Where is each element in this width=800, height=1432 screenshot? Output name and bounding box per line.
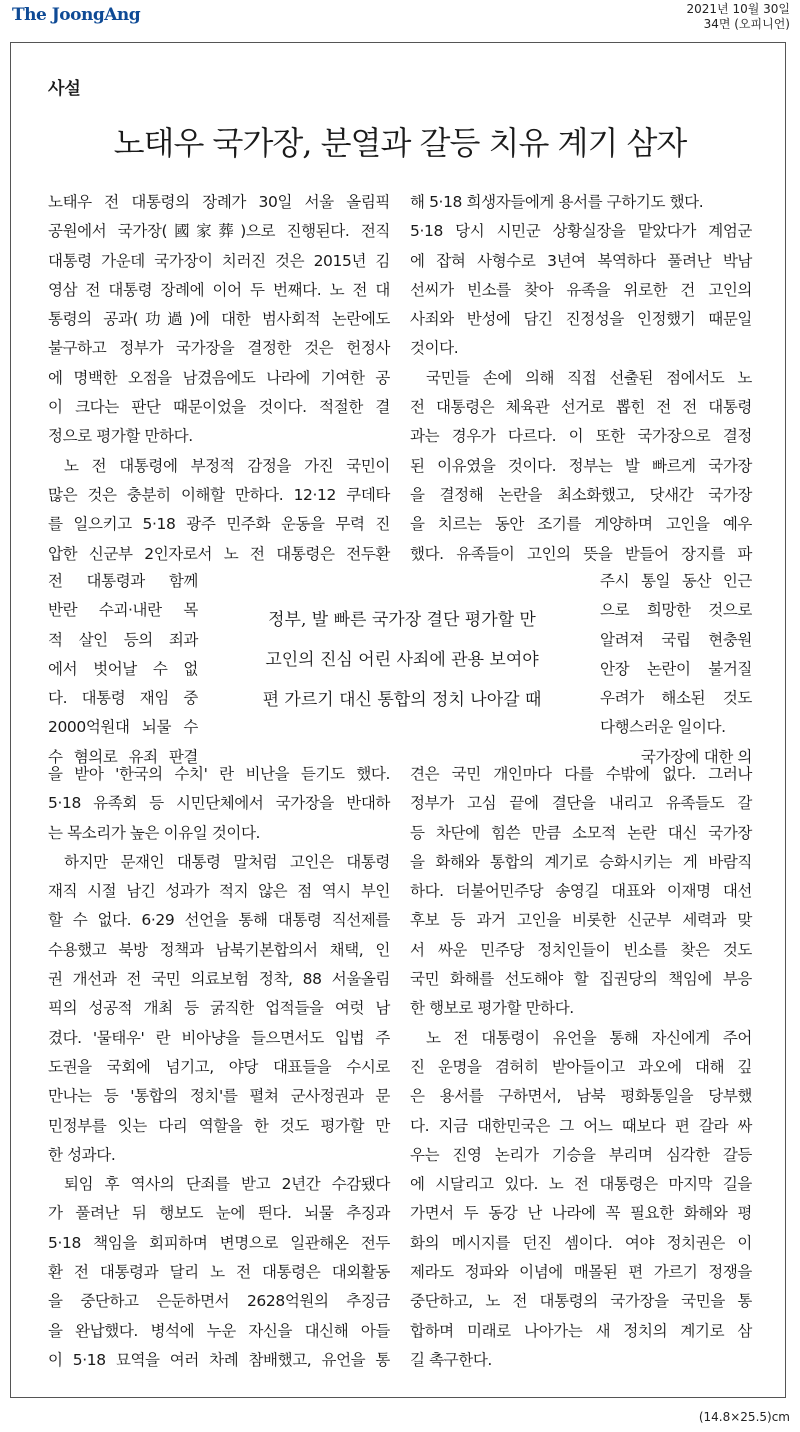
- text-line: 가면서 두 동강 난 나라에 꼭 필요한 화해와 평: [410, 1204, 752, 1223]
- text-line: 서 싸운 민주당 정치인들이 빈소를 찾은 것도: [410, 940, 752, 959]
- pull-quote-line: 고인의 진심 어린 사죄에 관용 보여야: [265, 650, 539, 670]
- text-line: 을 받아 '한국의 수치' 란 비난을 듣기도 했다.: [48, 765, 390, 783]
- text-line: 노 전 대통령에 부정적 감정을 가진 국민이: [64, 456, 390, 475]
- text-line: 민정부를 잇는 다리 역할을 한 것도 평가할 만: [48, 1116, 390, 1135]
- text-line: 정으로 평가할 만하다.: [48, 427, 193, 446]
- text-line: 5·18 당시 시민군 상황실장을 맡았다가 계엄군: [410, 222, 752, 241]
- text-line: 알려져 국립 현충원: [600, 630, 752, 649]
- text-line: 반란 수괴·내란 목: [48, 601, 198, 620]
- text-line: 노태우 전 대통령의 장례가 30일 서울 올림픽: [48, 193, 390, 211]
- text-line: 으로 희망한 것으로: [600, 601, 752, 620]
- pull-quote-line: 편 가르기 대신 통합의 정치 나아갈 때: [262, 690, 542, 710]
- text-line: 주시 통일 동산 인근: [600, 572, 752, 590]
- body-column-right-bottom: [410, 760, 752, 1375]
- text-line: 정부가 고심 끝에 결단을 내리고 유족들도 갈: [410, 794, 752, 813]
- text-line: 우는 진영 논리가 기승을 부리며 심각한 갈등: [410, 1145, 752, 1164]
- headline: 노태우 국가장, 분열과 갈등 치유 계기 삼자: [113, 124, 687, 162]
- text-line: 이 5·18 묘역을 여러 차례 참배했고, 유언을 통: [48, 1350, 390, 1369]
- text-line: 만나는 등 '통합의 정치'를 펼쳐 군사정권과 문: [48, 1087, 390, 1106]
- text-line: 전 대통령은 체육관 선거로 뽑힌 전 전 대통령: [410, 398, 752, 417]
- newspaper-logo: The JoongAng: [12, 5, 141, 25]
- text-line: 가 풀려난 뒤 행보도 눈에 띈다. 뇌물 추징과: [48, 1204, 390, 1223]
- text-line: 에 명백한 오점을 남겼음에도 나라에 기여한 공: [48, 368, 390, 387]
- text-line: 에 시달리고 있다. 노 전 대통령은 마지막 길을: [410, 1175, 752, 1194]
- text-line: 를 일으키고 5·18 광주 민주화 운동을 무력 진: [48, 515, 390, 534]
- text-line: 국민들 손에 의해 직접 선출된 점에서도 노: [426, 368, 752, 387]
- text-line: 공원에서 국가장(國家葬)으로 진행된다. 전직: [48, 222, 390, 241]
- text-line: 겼다. '물태우' 란 비아냥을 들으면서도 입법 주: [48, 1028, 390, 1047]
- text-line: 된 이유였을 것이다. 정부는 발 빠르게 국가장: [410, 456, 752, 475]
- text-line: 다. 대통령 재임 중: [48, 689, 198, 708]
- text-line: 2000억원대 뇌물 수: [48, 718, 198, 737]
- text-line: 다. 지금 대한민국은 그 어느 때보다 편 갈라 싸: [410, 1116, 752, 1135]
- text-line: 을 중단하고 은둔하면서 2628억원의 추징금: [48, 1292, 390, 1311]
- text-line: 노 전 대통령이 유언을 통해 자신에게 주어: [426, 1028, 752, 1047]
- text-line: 길 촉구한다.: [410, 1350, 492, 1369]
- text-line: 했다. 유족들이 고인의 뜻을 받들어 장지를 파: [410, 544, 752, 563]
- text-line: 을 화해와 통합의 계기로 승화시키는 게 바람직: [410, 852, 752, 871]
- text-line: 을 치르는 동안 조기를 게양하며 고인을 예우: [410, 515, 752, 534]
- text-line: 픽의 성공적 개최 등 굵직한 업적들을 여럿 남: [48, 999, 390, 1018]
- body-column-left-narrow: [48, 567, 198, 772]
- text-line: 불구하고 정부가 국가장을 결정한 것은 헌정사: [48, 339, 390, 358]
- article-size-note: (14.8×25.5)cm: [698, 1410, 790, 1424]
- pull-quote-line: 정부, 발 빠른 국가장 결단 평가할 만: [268, 610, 536, 630]
- text-line: 한 성과다.: [48, 1145, 116, 1164]
- text-line: 사죄와 반성에 담긴 진정성을 인정했기 때문일: [410, 310, 752, 329]
- body-column-left-top: [48, 188, 390, 569]
- text-line: 권 개선과 전 국민 의료보험 정착, 88 서울올림: [48, 970, 390, 989]
- text-line: 중단하고, 노 전 대통령의 국가장을 국민을 통: [410, 1292, 752, 1311]
- text-line: 5·18 책임을 회피하며 변명으로 일관해온 전두: [48, 1233, 390, 1252]
- text-line: 는 목소리가 높은 이유일 것이다.: [48, 823, 261, 842]
- text-line: 이 크다는 판단 때문이었을 것이다. 적절한 결: [48, 398, 390, 417]
- text-line: 퇴임 후 역사의 단죄를 받고 2년간 수감됐다: [64, 1175, 390, 1194]
- text-line: 하다. 더불어민주당 송영길 대표와 이재명 대선: [410, 882, 752, 901]
- text-line: 합하며 미래로 나아가는 새 정치의 계기로 삼: [410, 1321, 752, 1340]
- text-line: 을 완납했다. 병석에 누운 자신을 대신해 아들: [48, 1321, 390, 1340]
- text-line: 제라도 정파와 이념에 매몰된 편 가르기 정쟁을: [410, 1263, 752, 1282]
- text-line: 하지만 문재인 대통령 말처럼 고인은 대통령: [64, 852, 390, 871]
- publication-meta: [687, 2, 790, 32]
- text-line: 전 대통령과 함께: [48, 572, 198, 590]
- text-line: 에서 벗어날 수 없: [48, 659, 198, 678]
- text-line: 을 결정해 논란을 최소화했고, 닷새간 국가장: [410, 485, 752, 504]
- text-line: 5·18 유족회 등 시민단체에서 국가장을 반대하: [48, 794, 390, 813]
- text-line: 재직 시절 남긴 성과가 적지 않은 점 역시 부인: [48, 882, 390, 901]
- text-line: 다행스러운 일이다.: [600, 718, 726, 737]
- text-line: 것이다.: [410, 339, 459, 358]
- text-line: 한 행보로 평가할 만하다.: [410, 999, 574, 1018]
- page-header: [0, 0, 800, 40]
- text-line: 해 5·18 희생자들에게 용서를 구하기도 했다.: [410, 193, 704, 211]
- text-line: 국가장에 대한 의: [640, 747, 752, 766]
- body-column-right-narrow: [600, 567, 752, 772]
- text-line: 우려가 해소된 것도: [600, 689, 752, 708]
- text-line: 대통령 가운데 국가장이 치러진 것은 2015년 김: [48, 251, 390, 270]
- body-column-right-top: [410, 188, 752, 569]
- text-line: 환 전 대통령과 달리 노 전 대통령은 대외활동: [48, 1263, 390, 1282]
- text-line: 에 잡혀 사형수로 3년여 복역하다 풀려난 박남: [410, 251, 752, 270]
- text-line: 선씨가 빈소를 찾아 유족을 위로한 건 고인의: [410, 280, 752, 299]
- section-label: 사설: [48, 79, 81, 99]
- text-line: 후보 등 과거 고인을 비롯한 신군부 세력과 맞: [410, 911, 752, 930]
- text-line: 은 용서를 구하면서, 남북 평화통일을 당부했: [410, 1087, 752, 1106]
- text-line: 과는 경우가 다르다. 이 또한 국가장으로 결정: [410, 427, 752, 446]
- text-line: 영삼 전 대통령 장례에 이어 두 번째다. 노 전 대: [48, 280, 390, 299]
- body-column-left-bottom: [48, 760, 390, 1375]
- text-line: 할 수 없다. 6·29 선언을 통해 대통령 직선제를: [48, 911, 390, 930]
- text-line: 압한 신군부 2인자로서 노 전 대통령은 전두환: [48, 544, 390, 563]
- text-line: 수 혐의로 유죄 판결: [48, 747, 198, 766]
- text-line: 적 살인 등의 죄과: [48, 630, 198, 649]
- text-line: 진 운명을 겸허히 받아들이고 과오에 대해 깊: [410, 1057, 752, 1076]
- publication-date: 2021년 10월 30일: [686, 2, 790, 16]
- text-line: 도권을 국회에 넘기고, 야당 대표들을 수시로: [48, 1057, 390, 1076]
- pull-quote: [222, 600, 582, 720]
- page-number: 34면 (오피니언): [703, 17, 790, 31]
- text-line: 안장 논란이 불거질: [600, 659, 752, 678]
- text-line: 수용했고 북방 정책과 남북기본합의서 채택, 인: [48, 940, 390, 959]
- text-line: 등 차단에 힘쓴 만큼 소모적 논란 대신 국가장: [410, 823, 752, 842]
- text-line: 견은 국민 개인마다 다를 수밖에 없다. 그러나: [410, 765, 752, 783]
- text-line: 많은 것은 충분히 이해할 만하다. 12·12 쿠데타: [48, 485, 390, 504]
- text-line: 통령의 공과(功過)에 대한 범사회적 논란에도: [48, 310, 390, 329]
- text-line: 국민 화해를 선도해야 할 집권당의 책임에 부응: [410, 970, 752, 989]
- text-line: 화의 메시지를 던진 셈이다. 여야 정치권은 이: [410, 1233, 752, 1252]
